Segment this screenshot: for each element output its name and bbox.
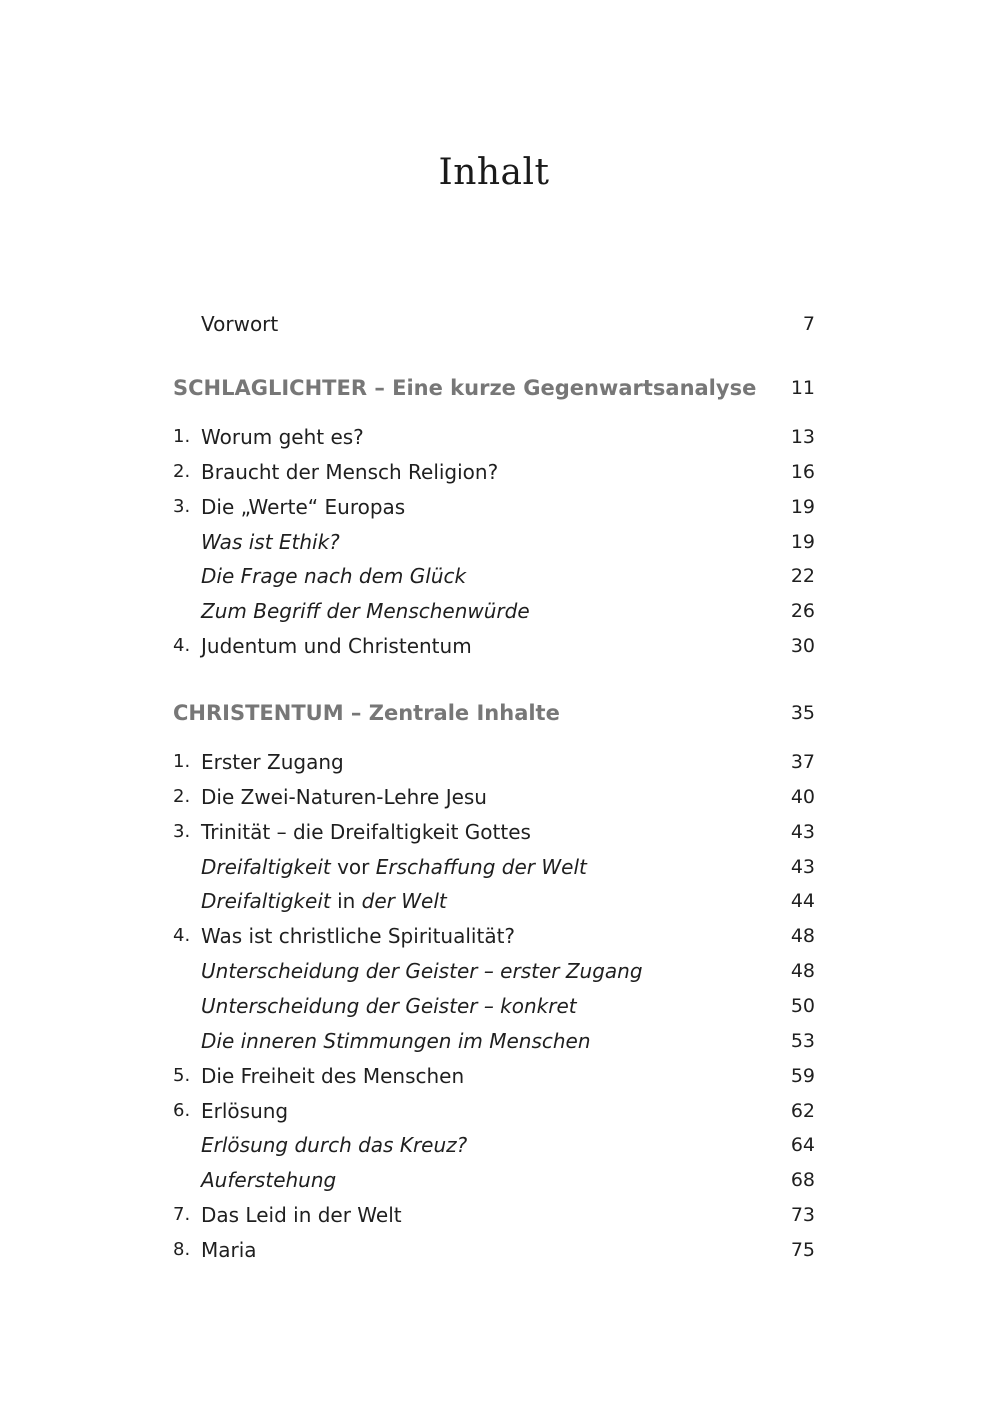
toc-entry-number: 7.: [173, 1204, 191, 1225]
toc-entry-title: Worum geht es?: [201, 425, 364, 449]
toc-section-heading[interactable]: [173, 373, 815, 403]
toc-entry-title: Trinität – die Dreifaltigkeit Gottes: [201, 820, 531, 844]
toc-entry[interactable]: [173, 782, 815, 812]
toc-title-italic-part: der Welt: [361, 889, 447, 913]
toc-subentry[interactable]: [173, 527, 815, 557]
toc-section-heading[interactable]: [173, 698, 815, 728]
toc-entry-page: 75: [790, 1239, 815, 1261]
toc-subentry[interactable]: [173, 1026, 815, 1056]
toc-entry-page: 26: [790, 600, 815, 622]
toc-title-italic-part: Erschaffung der Welt: [375, 855, 587, 879]
toc-entry[interactable]: [173, 817, 815, 847]
toc-entry-page: 62: [790, 1100, 815, 1122]
toc-entry-title: Braucht der Mensch Religion?: [201, 460, 499, 484]
toc-entry-page: 53: [790, 1030, 815, 1052]
toc-entry-number: 5.: [173, 1065, 191, 1086]
toc-entry-page: 48: [790, 925, 815, 947]
toc-entry[interactable]: [173, 747, 815, 777]
toc-subentry[interactable]: [173, 956, 815, 986]
toc-subentry[interactable]: [173, 596, 815, 626]
toc-entry-page: 64: [790, 1134, 815, 1156]
toc-entry-number: 2.: [173, 461, 191, 482]
toc-entry-title: Maria: [201, 1238, 257, 1262]
toc-subentry[interactable]: [173, 1130, 815, 1160]
toc-subentry[interactable]: [173, 561, 815, 591]
toc-entry-title: Unterscheidung der Geister – erster Zugang: [201, 959, 643, 983]
toc-entry-title: Was ist Ethik?: [201, 530, 340, 554]
toc-subentry[interactable]: [173, 1165, 815, 1195]
toc-entry-number: 8.: [173, 1239, 191, 1260]
toc-entry-title: Die Frage nach dem Glück: [201, 564, 467, 588]
toc-entry-page: 43: [790, 856, 815, 878]
toc-section-title: SCHLAGLICHTER – Eine kurze Gegenwartsanalyse: [173, 376, 757, 400]
toc-entry-title: [201, 886, 447, 916]
toc-entry-title: Die Freiheit des Menschen: [201, 1064, 465, 1088]
toc-entry-page: 13: [790, 426, 815, 448]
toc-entry[interactable]: [173, 422, 815, 452]
toc-section-page: 35: [790, 702, 815, 724]
toc-entry-page: 19: [790, 531, 815, 553]
toc-subentry[interactable]: [173, 852, 815, 882]
toc-subentry[interactable]: [173, 991, 815, 1021]
toc-entry-number: 4.: [173, 635, 191, 656]
toc-entry[interactable]: [173, 1096, 815, 1126]
toc-entry-number: 3.: [173, 821, 191, 842]
toc-title-roman-part: in: [330, 889, 362, 913]
toc-subentry[interactable]: [173, 886, 815, 916]
toc-entry-title: Das Leid in der Welt: [201, 1203, 402, 1227]
toc-entry-number: 6.: [173, 1100, 191, 1121]
toc-entry-page: 16: [790, 461, 815, 483]
toc-entry-number: 2.: [173, 786, 191, 807]
toc-entry-number: 3.: [173, 496, 191, 517]
toc-entry-title: Erster Zugang: [201, 750, 344, 774]
toc-entry-page: 59: [790, 1065, 815, 1087]
toc-entry-title: Unterscheidung der Geister – konkret: [201, 994, 577, 1018]
toc-entry-page: 43: [790, 821, 815, 843]
toc-entry-page: 30: [790, 635, 815, 657]
toc-entry-number: 4.: [173, 925, 191, 946]
toc-entry-title: Die Zwei-Naturen-Lehre Jesu: [201, 785, 487, 809]
toc-entry[interactable]: [173, 631, 815, 661]
toc-title-roman-part: vor: [330, 855, 376, 879]
toc-entry-page: 50: [790, 995, 815, 1017]
page-title: Inhalt: [438, 152, 550, 193]
toc-entry[interactable]: [173, 1061, 815, 1091]
toc-entry-title: Zum Begriff der Menschenwürde: [201, 599, 530, 623]
toc-entry-number: 1.: [173, 426, 191, 447]
toc-entry[interactable]: [173, 492, 815, 522]
toc-entry-title: Erlösung: [201, 1099, 289, 1123]
toc-section-title: CHRISTENTUM – Zentrale Inhalte: [173, 701, 560, 725]
toc-entry-title: Judentum und Christentum: [201, 634, 472, 658]
toc-entry-page: 7: [802, 313, 815, 335]
toc-entry[interactable]: [173, 457, 815, 487]
toc-section-page: 11: [790, 377, 815, 399]
toc-entry-page: 68: [790, 1169, 815, 1191]
toc-title-italic-part: Dreifaltigkeit: [201, 855, 331, 879]
toc-entry-page: 48: [790, 960, 815, 982]
toc-entry-title: Was ist christliche Spiritualität?: [201, 924, 516, 948]
toc-entry-title: Die „Werte“ Europas: [201, 495, 406, 519]
toc-entry[interactable]: [173, 921, 815, 951]
toc-entry[interactable]: [173, 1235, 815, 1265]
toc-entry-number: 1.: [173, 751, 191, 772]
toc-title-italic-part: Dreifaltigkeit: [201, 889, 331, 913]
toc-entry-page: 19: [790, 496, 815, 518]
toc-entry-title: Die inneren Stimmungen im Menschen: [201, 1029, 591, 1053]
toc-entry[interactable]: [173, 1200, 815, 1230]
toc-entry-page: 44: [790, 890, 815, 912]
toc-entry-title: Vorwort: [201, 312, 279, 336]
toc-entry-page: 22: [790, 565, 815, 587]
toc-entry-title: Erlösung durch das Kreuz?: [201, 1133, 468, 1157]
toc-entry-page: 73: [790, 1204, 815, 1226]
toc-entry-page: 40: [790, 786, 815, 808]
toc-entry-vorwort[interactable]: [173, 309, 815, 339]
toc-entry-page: 37: [790, 751, 815, 773]
toc-entry-title: Auferstehung: [201, 1168, 337, 1192]
toc-entry-title: [201, 852, 587, 882]
